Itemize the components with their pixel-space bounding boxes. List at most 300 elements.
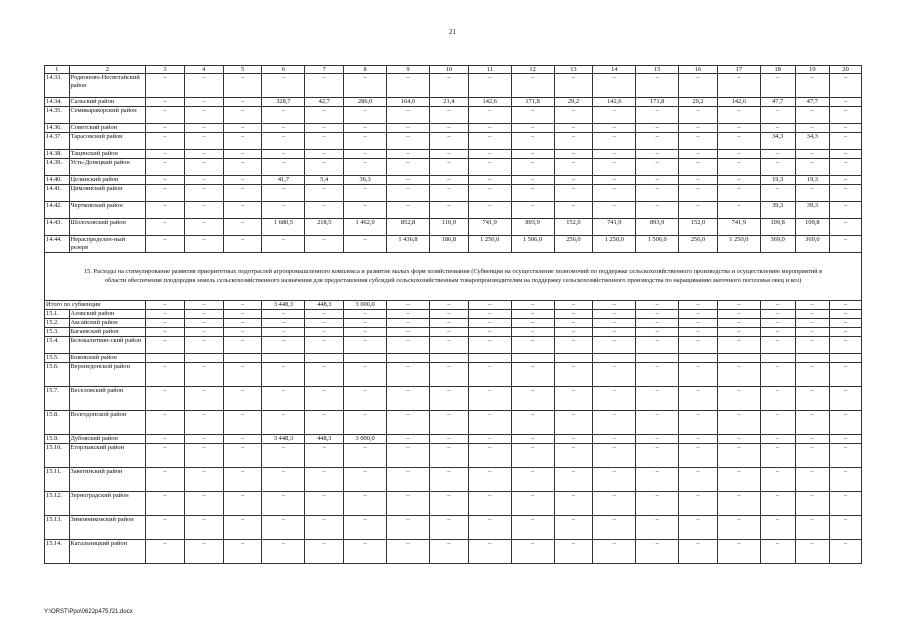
value-cell: – (305, 444, 344, 468)
value-cell (554, 354, 593, 363)
row-number-cell: 14.42. (45, 202, 70, 219)
value-cell: – (511, 387, 554, 411)
value-cell: – (830, 124, 862, 133)
value-cell: – (146, 176, 185, 185)
value-cell: – (387, 516, 430, 540)
district-name-cell: Чертковский район (69, 202, 146, 219)
table-row (45, 363, 862, 387)
value-cell: – (223, 150, 262, 159)
total-value-cell: – (468, 301, 511, 310)
value-cell: – (184, 202, 223, 219)
value-cell: – (830, 310, 862, 319)
value-cell: – (146, 74, 185, 98)
value-cell (760, 354, 795, 363)
table-row (45, 176, 862, 185)
table-row (45, 411, 862, 435)
value-cell: – (795, 468, 830, 492)
value-cell: – (468, 133, 511, 150)
value-cell: – (593, 444, 636, 468)
value-cell: – (636, 540, 679, 564)
value-cell: – (429, 435, 468, 444)
value-cell: – (830, 159, 862, 176)
value-cell: – (679, 540, 718, 564)
value-cell: – (679, 185, 718, 202)
value-cell: – (636, 185, 679, 202)
value-cell: 34,3 (795, 133, 830, 150)
total-value-cell: – (760, 301, 795, 310)
value-cell: – (795, 435, 830, 444)
column-number-row (45, 66, 862, 74)
value-cell: – (511, 492, 554, 516)
value-cell: – (717, 74, 760, 98)
value-cell: 893,9 (511, 219, 554, 236)
value-cell (344, 354, 387, 363)
value-cell: – (679, 337, 718, 354)
value-cell: – (429, 74, 468, 98)
value-cell: – (593, 468, 636, 492)
value-cell: 19,3 (795, 176, 830, 185)
value-cell (636, 354, 679, 363)
section-title: 15. Расходы на стимулирование развития приоритетных подотраслей агропромышленного комплекса и развитие малых форм хозяйствования (Субвенция на осуществление полномочий по поддержке сельскохозяйственного производства и осуществлению мероприятий в области обеспечения плодородия земель сельскохозяйственного назначения для предоставления субсидий сельскохозяйственным товаропроизводителям на поддержку сельскохозяйственного производства по наращиванию маточного поголовья овец и коз) (45, 253, 862, 301)
value-cell: – (554, 540, 593, 564)
value-cell: – (305, 516, 344, 540)
value-cell: – (344, 185, 387, 202)
row-number-cell: 15.4. (45, 337, 70, 354)
value-cell: – (146, 328, 185, 337)
value-cell: 1 436,8 (387, 236, 430, 253)
value-cell: – (223, 387, 262, 411)
value-cell: – (184, 387, 223, 411)
value-cell: 152,0 (554, 219, 593, 236)
value-cell: – (223, 133, 262, 150)
value-cell: – (223, 107, 262, 124)
value-cell (717, 354, 760, 363)
value-cell: – (511, 468, 554, 492)
value-cell: – (679, 124, 718, 133)
value-cell: – (305, 74, 344, 98)
value-cell: – (223, 202, 262, 219)
value-cell: 110,9 (429, 219, 468, 236)
row-number-cell: 15.13. (45, 516, 70, 540)
value-cell: – (679, 202, 718, 219)
value-cell: – (468, 176, 511, 185)
value-cell: – (344, 492, 387, 516)
value-cell: – (468, 492, 511, 516)
value-cell: – (795, 540, 830, 564)
value-cell: 741,9 (593, 219, 636, 236)
value-cell: – (795, 492, 830, 516)
page-number: 21 (449, 28, 456, 36)
value-cell: – (679, 363, 718, 387)
value-cell (468, 354, 511, 363)
value-cell: 171,8 (636, 98, 679, 107)
value-cell: – (305, 319, 344, 328)
value-cell: – (717, 363, 760, 387)
row-number-cell: 14.37. (45, 133, 70, 150)
value-cell: 741,9 (468, 219, 511, 236)
value-cell: – (429, 150, 468, 159)
value-cell: – (679, 444, 718, 468)
value-cell: – (305, 202, 344, 219)
value-cell: – (830, 540, 862, 564)
value-cell: – (184, 124, 223, 133)
value-cell: – (262, 185, 305, 202)
value-cell: – (554, 363, 593, 387)
value-cell: – (554, 107, 593, 124)
value-cell: – (717, 492, 760, 516)
value-cell: – (830, 435, 862, 444)
value-cell: – (468, 435, 511, 444)
value-cell: – (146, 516, 185, 540)
value-cell: – (387, 468, 430, 492)
value-cell: – (795, 150, 830, 159)
total-value-cell: – (429, 301, 468, 310)
value-cell: 1 462,0 (344, 219, 387, 236)
value-cell (387, 354, 430, 363)
value-cell: – (795, 185, 830, 202)
value-cell: – (184, 492, 223, 516)
value-cell: – (760, 363, 795, 387)
value-cell: – (760, 328, 795, 337)
value-cell: – (593, 74, 636, 98)
value-cell: – (795, 328, 830, 337)
district-name-cell: Зимовниковский район (69, 516, 146, 540)
column-number-cell: 13 (554, 66, 593, 74)
value-cell: – (184, 319, 223, 328)
value-cell: – (795, 337, 830, 354)
value-cell: – (636, 107, 679, 124)
value-cell: – (223, 98, 262, 107)
column-number-cell: 3 (146, 66, 185, 74)
row-number-cell: 15.8. (45, 411, 70, 435)
row-number-cell: 15.11. (45, 468, 70, 492)
column-number-cell: 7 (305, 66, 344, 74)
value-cell: – (344, 328, 387, 337)
value-cell: – (146, 150, 185, 159)
value-cell: – (262, 74, 305, 98)
value-cell: 164,0 (387, 98, 430, 107)
value-cell: – (146, 337, 185, 354)
row-number-cell: 14.34. (45, 98, 70, 107)
value-cell: – (262, 310, 305, 319)
value-cell: – (344, 74, 387, 98)
value-cell: – (593, 363, 636, 387)
total-value-cell: 448,3 (305, 301, 344, 310)
value-cell: – (511, 124, 554, 133)
district-name-cell: Родионово-Несветайский район (69, 74, 146, 98)
value-cell: 741,9 (717, 219, 760, 236)
value-cell: – (344, 202, 387, 219)
value-cell: – (305, 363, 344, 387)
table-row (45, 444, 862, 468)
total-value-cell: – (593, 301, 636, 310)
table-row (45, 492, 862, 516)
table-row (45, 133, 862, 150)
table-row (45, 328, 862, 337)
total-value-cell: – (830, 301, 862, 310)
value-cell: – (223, 435, 262, 444)
value-cell: 47,7 (795, 98, 830, 107)
district-name-cell: Белокалитвин-ский район (69, 337, 146, 354)
value-cell: – (387, 107, 430, 124)
value-cell: – (636, 444, 679, 468)
value-cell: – (636, 387, 679, 411)
value-cell: – (830, 236, 862, 253)
value-cell: – (429, 133, 468, 150)
value-cell: – (593, 328, 636, 337)
value-cell: – (146, 411, 185, 435)
value-cell: 29,2 (554, 98, 593, 107)
table-row (45, 185, 862, 202)
value-cell: – (636, 310, 679, 319)
budget-table (44, 65, 862, 564)
column-number-cell: 18 (760, 66, 795, 74)
column-number-cell: 16 (679, 66, 718, 74)
value-cell: – (717, 319, 760, 328)
value-cell: – (679, 133, 718, 150)
value-cell: – (262, 411, 305, 435)
value-cell: – (387, 444, 430, 468)
value-cell: – (468, 363, 511, 387)
table-row (45, 107, 862, 124)
value-cell: – (184, 337, 223, 354)
value-cell: – (262, 328, 305, 337)
value-cell: – (146, 124, 185, 133)
value-cell: – (262, 540, 305, 564)
total-row (45, 301, 862, 310)
value-cell: – (636, 150, 679, 159)
value-cell: – (429, 363, 468, 387)
value-cell: – (468, 444, 511, 468)
district-name-cell: Боковский район (69, 354, 146, 363)
value-cell: – (830, 133, 862, 150)
column-number-cell: 4 (184, 66, 223, 74)
value-cell: – (184, 363, 223, 387)
value-cell: – (387, 435, 430, 444)
budget-table-sheet (44, 65, 862, 564)
value-cell: – (679, 387, 718, 411)
value-cell: – (344, 444, 387, 468)
value-cell: – (795, 310, 830, 319)
value-cell: – (511, 319, 554, 328)
table-body-subvention-rows (45, 301, 862, 564)
value-cell: – (344, 159, 387, 176)
value-cell: – (429, 107, 468, 124)
value-cell: – (305, 185, 344, 202)
value-cell: – (593, 185, 636, 202)
value-cell: – (830, 98, 862, 107)
value-cell: – (262, 468, 305, 492)
value-cell: – (636, 516, 679, 540)
value-cell: – (262, 444, 305, 468)
value-cell: – (387, 124, 430, 133)
column-number-cell: 1 (45, 66, 70, 74)
value-cell: – (468, 150, 511, 159)
value-cell: 142,6 (593, 98, 636, 107)
value-cell (146, 354, 185, 363)
total-value-cell: – (387, 301, 430, 310)
value-cell: – (830, 176, 862, 185)
value-cell: – (262, 337, 305, 354)
value-cell: 1 680,5 (262, 219, 305, 236)
value-cell: – (679, 516, 718, 540)
value-cell: – (305, 159, 344, 176)
value-cell: – (760, 516, 795, 540)
value-cell: – (305, 468, 344, 492)
value-cell: – (387, 328, 430, 337)
value-cell: – (760, 185, 795, 202)
value-cell: – (593, 124, 636, 133)
value-cell: – (636, 363, 679, 387)
value-cell: – (223, 363, 262, 387)
value-cell: – (387, 202, 430, 219)
district-name-cell: Целинский район (69, 176, 146, 185)
value-cell: – (223, 176, 262, 185)
district-name-cell: Шолоховский район (69, 219, 146, 236)
value-cell: – (636, 133, 679, 150)
value-cell: – (429, 411, 468, 435)
value-cell: – (554, 74, 593, 98)
value-cell: – (387, 185, 430, 202)
value-cell: – (262, 516, 305, 540)
value-cell: – (468, 328, 511, 337)
value-cell: 41,7 (262, 176, 305, 185)
column-number-cell: 20 (830, 66, 862, 74)
value-cell: 19,3 (760, 176, 795, 185)
value-cell: – (344, 540, 387, 564)
value-cell: – (636, 468, 679, 492)
row-number-cell: 15.5. (45, 354, 70, 363)
value-cell: – (184, 444, 223, 468)
value-cell: – (223, 492, 262, 516)
value-cell: – (717, 387, 760, 411)
column-number-cell: 19 (795, 66, 830, 74)
value-cell: – (223, 468, 262, 492)
value-cell: – (305, 492, 344, 516)
value-cell: – (223, 337, 262, 354)
value-cell: – (511, 337, 554, 354)
row-number-cell: 15.10. (45, 444, 70, 468)
column-number-cell: 15 (636, 66, 679, 74)
value-cell: – (830, 219, 862, 236)
value-cell: – (184, 185, 223, 202)
district-name-cell: Заветинский район (69, 468, 146, 492)
value-cell: – (554, 185, 593, 202)
value-cell: – (554, 387, 593, 411)
value-cell: – (146, 98, 185, 107)
value-cell: – (679, 310, 718, 319)
value-cell: – (760, 540, 795, 564)
value-cell: 171,8 (511, 98, 554, 107)
value-cell: – (830, 411, 862, 435)
value-cell: – (795, 124, 830, 133)
value-cell: – (387, 176, 430, 185)
value-cell: – (636, 492, 679, 516)
value-cell: – (830, 107, 862, 124)
row-number-cell: 15.3. (45, 328, 70, 337)
value-cell: – (429, 159, 468, 176)
value-cell: – (223, 319, 262, 328)
value-cell: – (468, 337, 511, 354)
row-number-cell: 14.39. (45, 159, 70, 176)
value-cell: – (679, 176, 718, 185)
value-cell: – (717, 124, 760, 133)
value-cell (511, 354, 554, 363)
table-row (45, 74, 862, 98)
value-cell: 3 448,3 (262, 435, 305, 444)
value-cell: – (223, 516, 262, 540)
value-cell: – (184, 516, 223, 540)
value-cell: – (146, 387, 185, 411)
value-cell: – (830, 337, 862, 354)
value-cell: – (760, 319, 795, 328)
value-cell: – (760, 310, 795, 319)
value-cell: – (679, 150, 718, 159)
value-cell: 152,0 (679, 219, 718, 236)
value-cell: – (344, 363, 387, 387)
value-cell: 3 000,0 (344, 435, 387, 444)
value-cell: – (554, 468, 593, 492)
district-name-cell: Усть-Донецкий район (69, 159, 146, 176)
value-cell: – (593, 435, 636, 444)
value-cell: – (146, 319, 185, 328)
value-cell: – (344, 319, 387, 328)
row-number-cell: 15.12. (45, 492, 70, 516)
table-row (45, 468, 862, 492)
value-cell: – (636, 124, 679, 133)
value-cell: – (223, 328, 262, 337)
value-cell: 1 250,0 (717, 236, 760, 253)
value-cell: – (429, 185, 468, 202)
value-cell: – (146, 310, 185, 319)
value-cell: – (184, 468, 223, 492)
value-cell: – (262, 363, 305, 387)
value-cell: – (593, 492, 636, 516)
district-name-cell: Зерноградский район (69, 492, 146, 516)
value-cell: – (262, 133, 305, 150)
value-cell: – (795, 363, 830, 387)
value-cell: – (305, 411, 344, 435)
value-cell: 286,0 (344, 98, 387, 107)
value-cell: – (760, 124, 795, 133)
district-name-cell: Дубовский район (69, 435, 146, 444)
value-cell: – (593, 176, 636, 185)
total-value-cell: – (554, 301, 593, 310)
total-value-cell: 3 000,0 (344, 301, 387, 310)
value-cell: – (760, 337, 795, 354)
value-cell: – (262, 159, 305, 176)
value-cell: – (146, 107, 185, 124)
value-cell: – (146, 468, 185, 492)
value-cell: – (223, 74, 262, 98)
value-cell: – (305, 387, 344, 411)
value-cell: – (184, 133, 223, 150)
value-cell: – (830, 444, 862, 468)
table-row (45, 540, 862, 564)
value-cell: 36,3 (344, 176, 387, 185)
value-cell: – (184, 107, 223, 124)
value-cell: – (554, 435, 593, 444)
row-number-cell: 15.14. (45, 540, 70, 564)
value-cell: – (429, 124, 468, 133)
value-cell: – (554, 159, 593, 176)
value-cell: – (760, 150, 795, 159)
value-cell: 1 506,0 (511, 236, 554, 253)
value-cell: 218,5 (305, 219, 344, 236)
value-cell: – (795, 107, 830, 124)
value-cell: – (554, 176, 593, 185)
district-name-cell: Нераспределен-ный резерв (69, 236, 146, 253)
